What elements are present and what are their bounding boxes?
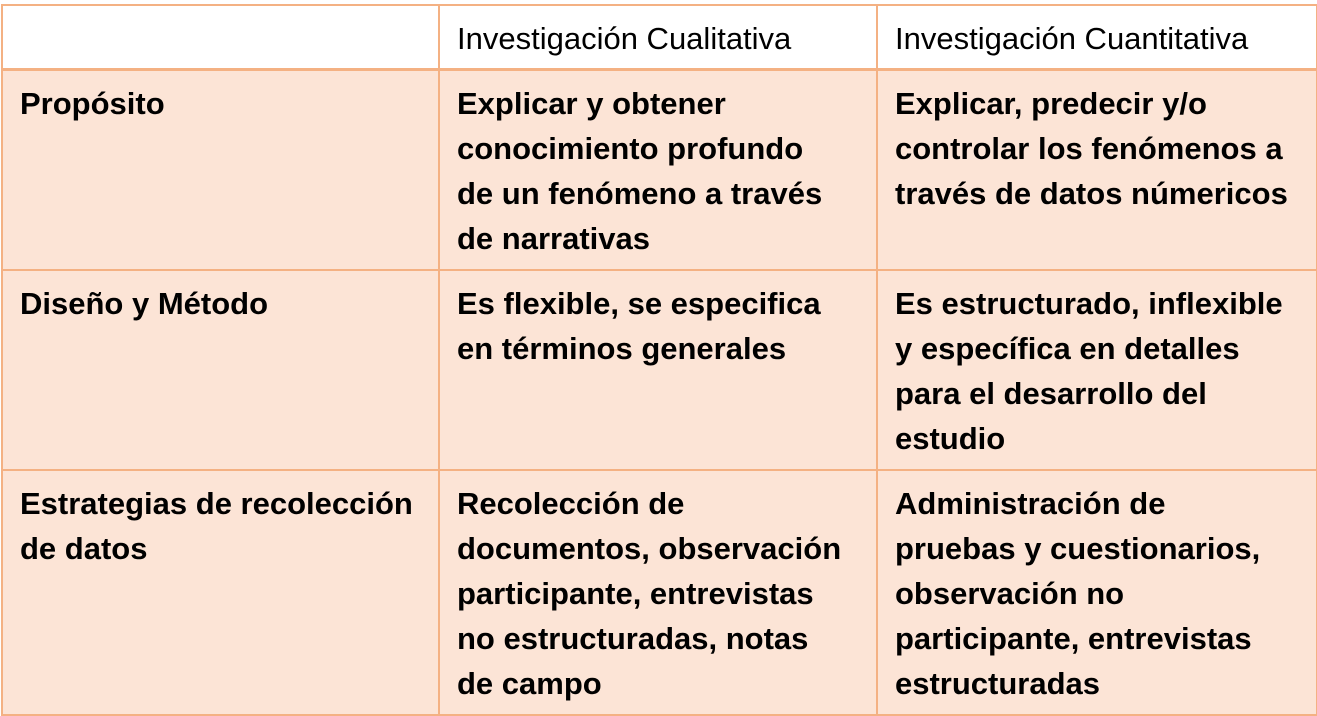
header-row [2,5,1317,69]
row-label-estrategias: Estrategias de recolección de datos [20,485,413,566]
row-label-cell [2,470,439,715]
comparison-table [1,4,1317,716]
table-row [2,69,1317,270]
row-label-proposito: Propósito [20,85,165,121]
qualitative-text: Es flexible, se especifica en términos generales [457,285,821,366]
header-corner-cell [2,5,439,69]
qualitative-cell [439,470,877,715]
table-row [2,270,1317,470]
header-qualitative-cell [439,5,877,69]
quantitative-text: Explicar, predecir y/o controlar los fenómenos a través de datos númericos [895,85,1288,211]
qualitative-cell [439,270,877,470]
qualitative-cell [439,69,877,270]
qualitative-text: Recolección de documentos, observación participante, entrevistas no estructuradas, notas de campo [457,485,842,701]
quantitative-cell [877,470,1317,715]
qualitative-text: Explicar y obtener conocimiento profundo de un fenómeno a través de narrativas [457,85,823,256]
header-quantitative-text: Investigación Cuantitativa [895,21,1249,56]
row-label-diseno-metodo: Diseño y Método [20,285,269,321]
comparison-table-container [0,4,1317,716]
quantitative-cell [877,69,1317,270]
table-header [2,5,1317,69]
row-label-cell [2,69,439,270]
header-qualitative-text: Investigación Cualitativa [457,21,792,56]
quantitative-text: Es estructurado, inflexible y específica en detalles para el desarrollo del estudio [895,285,1283,456]
quantitative-cell [877,270,1317,470]
table-body [2,69,1317,715]
quantitative-text: Administración de pruebas y cuestionarios, observación no participante, entrevistas estructuradas [895,485,1261,701]
table-row [2,470,1317,715]
row-label-cell [2,270,439,470]
header-quantitative-cell [877,5,1317,69]
